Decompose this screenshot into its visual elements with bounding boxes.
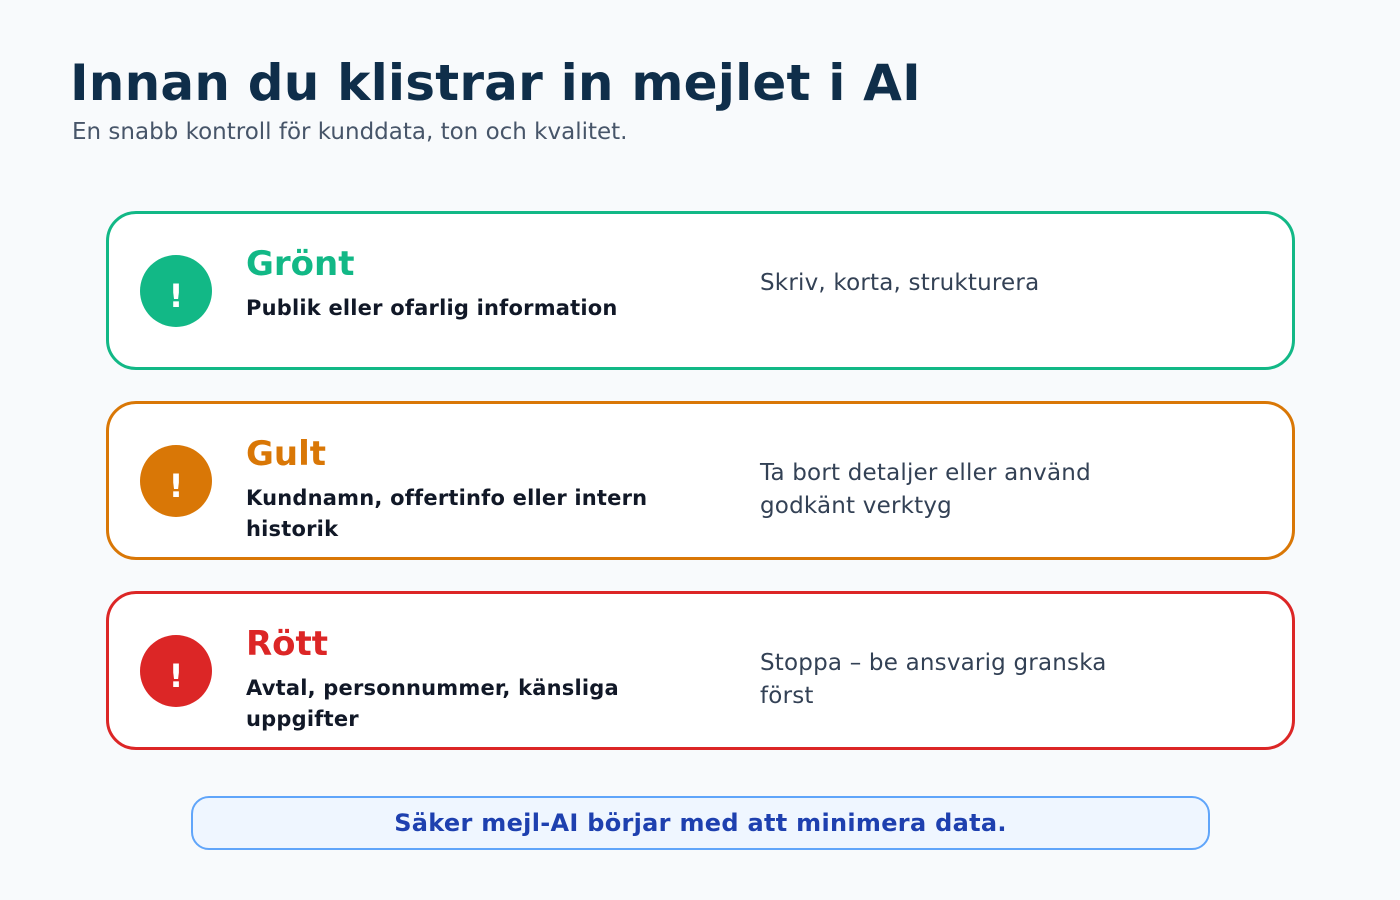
badge-glyph: ! (168, 657, 184, 695)
level-card-yellow (106, 401, 1295, 560)
level-description: Kundnamn, offertinfo eller intern historik (246, 486, 648, 541)
level-name: Gult (246, 434, 327, 474)
page-title: Innan du klistrar in mejlet i AI (70, 54, 921, 112)
level-description: Avtal, personnummer, känsliga uppgifter (246, 676, 619, 731)
exclamation-icon (140, 445, 212, 517)
footer-text: Säker mejl-AI börjar med att minimera data. (394, 809, 1007, 837)
exclamation-icon (140, 255, 212, 327)
badge-glyph: ! (168, 277, 184, 315)
footer-callout (191, 796, 1210, 850)
level-name: Grönt (246, 244, 355, 284)
level-action: Stoppa – be ansvarig granska först (760, 650, 1107, 709)
level-name: Rött (246, 624, 329, 664)
exclamation-icon (140, 635, 212, 707)
page-subtitle: En snabb kontroll för kunddata, ton och kvalitet. (72, 119, 628, 145)
level-card-red (106, 591, 1295, 750)
level-action: Ta bort detaljer eller använd godkänt verktyg (760, 460, 1091, 519)
level-action: Skriv, korta, strukturera (760, 270, 1040, 296)
level-card-green (106, 211, 1295, 370)
level-description: Publik eller ofarlig information (246, 296, 618, 320)
badge-glyph: ! (168, 467, 184, 505)
